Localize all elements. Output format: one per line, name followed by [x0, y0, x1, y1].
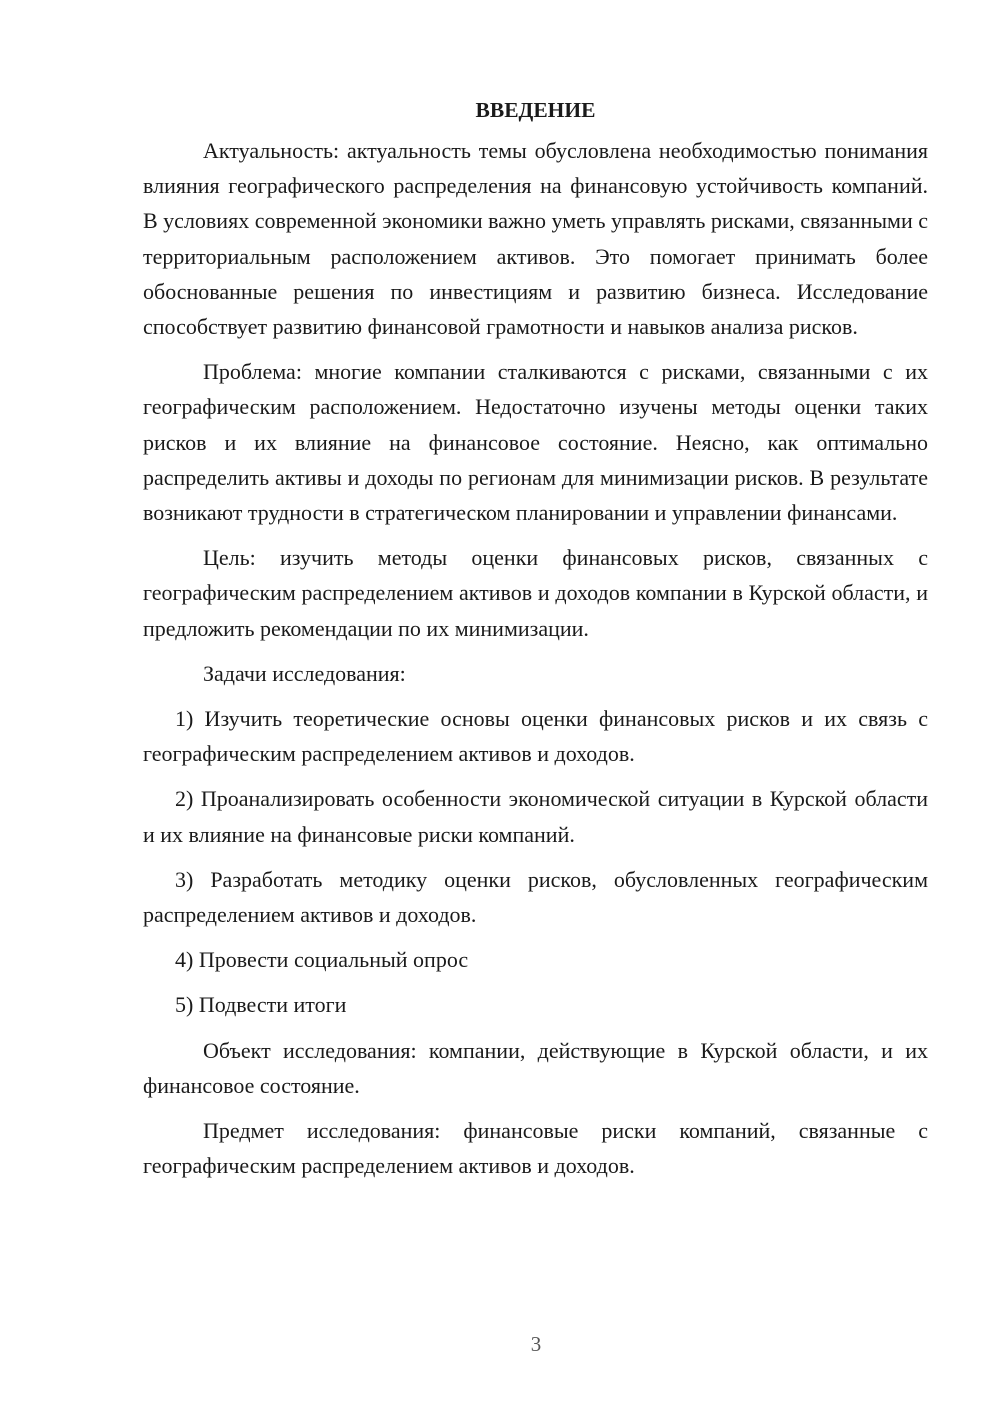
goal-paragraph: Цель: изучить методы оценки финансовых рисков, связанных с географическим распределением активов и доходов компании в Курской области, и предложить рекомендации по их минимизации.	[143, 545, 928, 641]
object-paragraph: Объект исследования: компании, действующие в Курской области, и их финансовое состояние.	[143, 1037, 928, 1098]
relevance-paragraph: Актуальность: актуальность темы обусловлена необходимостью понимания влияния географического распределения на финансовую устойчивость компаний. В условиях современной экономики важно уметь управлять рисками, связанными с территориальным расположением активов. Это помогает принимать более обоснованные решения по инвестициям и развитию бизнеса. Исследование способствует развитию финансовой грамотности и навыков анализа рисков.	[143, 138, 928, 340]
task-item-1: 1) Изучить теоретические основы оценки финансовых рисков и их связь с географическим распределением активов и доходов.	[143, 706, 928, 767]
page-number: 3	[530, 1332, 542, 1356]
problem-paragraph: Проблема: многие компании сталкиваются с рисками, связанными с их географическим расположением. Недостаточно изучены методы оценки таких рисков и их влияние на финансовое состояние. Неясно, как оптимально распределить активы и доходы по регионам для минимизации рисков. В результате возникают трудности в стратегическом планировании и управлении финансами.	[143, 359, 928, 526]
task-item-5: 5) Подвести итоги	[175, 992, 347, 1018]
task-item-4: 4) Провести социальный опрос	[175, 947, 469, 973]
task-item-2: 2) Проанализировать особенности экономической ситуации в Курской области и их влияние на финансовые риски компаний.	[143, 786, 928, 847]
document-page	[143, 95, 928, 1193]
task-item-3: 3) Разработать методику оценки рисков, обусловленных географическим распределением активов и доходов.	[143, 866, 928, 928]
page-title: ВВЕДЕНИЕ	[475, 98, 596, 122]
subject-paragraph: Предмет исследования: финансовые риски компаний, связанные с географическим распределением активов и доходов.	[143, 1118, 928, 1179]
tasks-label: Задачи исследования:	[203, 660, 406, 686]
